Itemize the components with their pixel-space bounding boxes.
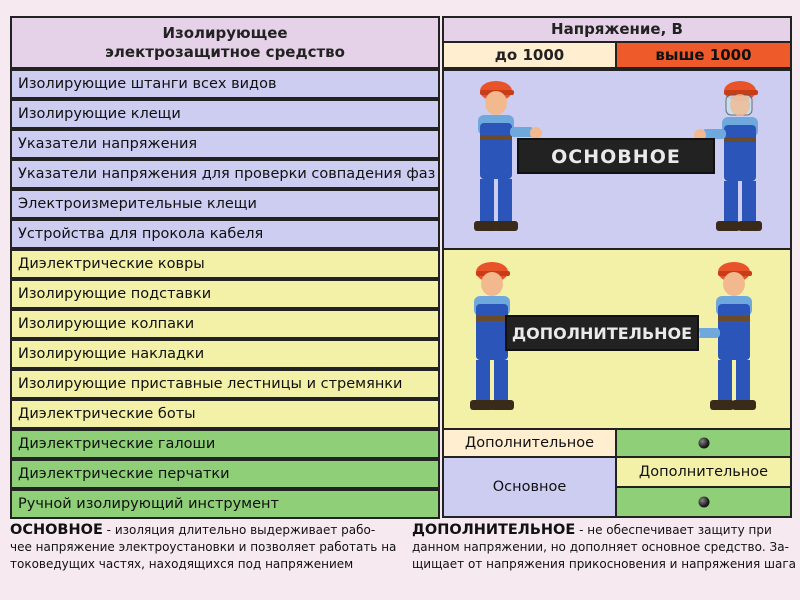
- tool-above-1000-cell: [615, 486, 792, 518]
- basic-panel: [442, 69, 792, 250]
- means-row: Диэлектрические боты: [10, 399, 440, 429]
- additional-definition: [412, 522, 797, 573]
- means-row: Диэлектрические ковры: [10, 249, 440, 279]
- basic-sign-text: ОСНОВНОЕ: [551, 146, 681, 168]
- basic-definition-line3: токоведущих частях, находящихся под напряжением: [10, 557, 354, 571]
- header-means-line1: Изолирующее: [162, 23, 288, 42]
- additional-definition-line3: щищает от напряжения прикосновения и напряжения шага: [412, 557, 796, 571]
- workers-carrying-sign-illustration-2: [444, 250, 790, 428]
- header-up-to-1000: до 1000: [442, 41, 617, 69]
- means-row: Изолирующие клещи: [10, 99, 440, 129]
- means-row: Изолирующие подставки: [10, 279, 440, 309]
- basic-definition: [10, 522, 405, 573]
- not-applicable-dot-icon: [698, 497, 709, 508]
- galoshi-above-1000-cell: [615, 428, 792, 458]
- means-row: Электроизмерительные клещи: [10, 189, 440, 219]
- workers-carrying-sign-illustration: [444, 71, 790, 248]
- means-row: Диэлектрические галоши: [10, 429, 440, 459]
- means-row: Устройства для прокола кабеля: [10, 219, 440, 249]
- means-row: Изолирующие штанги всех видов: [10, 69, 440, 99]
- header-above-1000: выше 1000: [615, 41, 792, 69]
- gloves-tool-upto-1000-cell: Основное: [442, 456, 617, 518]
- basic-definition-line1: - изоляция длительно выдерживает рабо-: [102, 523, 376, 537]
- basic-definition-line2: чее напряжение электроустановки и позволяет работать на: [10, 540, 397, 554]
- additional-definition-line2: данном напряжении, но дополняет основное средство. За-: [412, 540, 789, 554]
- additional-definition-term: ДОПОЛНИТЕЛЬНОЕ: [412, 522, 576, 538]
- header-means-title: [10, 16, 440, 69]
- header-voltage: Напряжение, В: [442, 16, 792, 43]
- gloves-above-1000-cell: Дополнительное: [615, 456, 792, 488]
- means-row: Ручной изолирующий инструмент: [10, 489, 440, 519]
- means-row: Изолирующие колпаки: [10, 309, 440, 339]
- means-row: Указатели напряжения: [10, 129, 440, 159]
- means-row: Изолирующие приставные лестницы и стремянки: [10, 369, 440, 399]
- additional-definition-line1: - не обеспечивает защиту при: [575, 523, 772, 537]
- means-row: Изолирующие накладки: [10, 339, 440, 369]
- means-row: Указатели напряжения для проверки совпадения фаз: [10, 159, 440, 189]
- galoshi-upto-1000-cell: Дополнительное: [442, 428, 617, 458]
- means-row: Диэлектрические перчатки: [10, 459, 440, 489]
- additional-sign-text: ДОПОЛНИТЕЛЬНОЕ: [511, 324, 693, 343]
- not-applicable-dot-icon: [698, 438, 709, 449]
- basic-definition-term: ОСНОВНОЕ: [10, 522, 103, 538]
- additional-panel: [442, 248, 792, 430]
- header-means-line2: электрозащитное средство: [105, 42, 345, 61]
